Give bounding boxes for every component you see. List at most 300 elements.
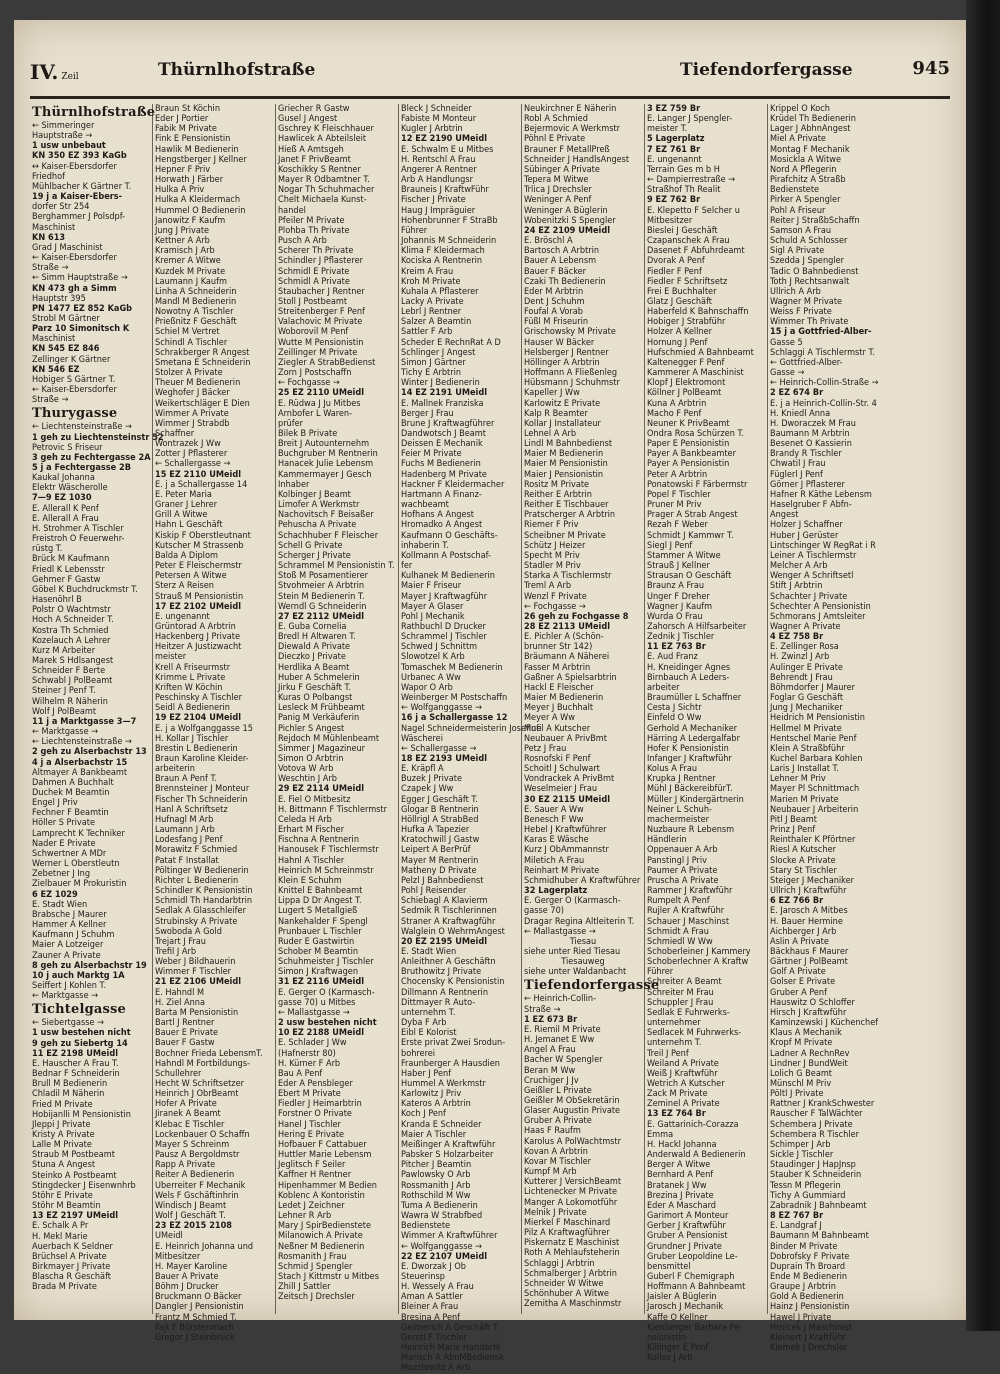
resident-entry: Zebetner J Ing bbox=[32, 869, 91, 880]
house-number-entry: 1 usw unbebaut bbox=[32, 141, 106, 152]
resident-entry: Czapanschek A Frau bbox=[647, 236, 730, 247]
resident-entry: Payer A Bankbeamter bbox=[647, 449, 736, 460]
resident-entry: Pohl A Friseur bbox=[770, 205, 826, 216]
resident-entry: Sübinger A Private bbox=[524, 164, 600, 175]
resident-entry: Sattler F Arb bbox=[401, 327, 453, 338]
resident-entry: Kuhala A Pflasterer bbox=[401, 286, 479, 297]
house-number-entry: 9 EZ 762 Br bbox=[647, 195, 701, 206]
resident-entry: Fechner F Beamtin bbox=[32, 808, 109, 819]
resident-entry: Bredl H Altwaren T. bbox=[278, 632, 356, 643]
house-number-entry: 25 EZ 2110 UMeidl bbox=[278, 388, 365, 399]
resident-entry: Lager J AbhnAngest bbox=[770, 124, 851, 135]
resident-entry: Ullrich J Kraftwführ bbox=[770, 886, 847, 897]
resident-entry: Hauswitz O Schloffer bbox=[770, 997, 855, 1008]
resident-entry: E. Jarosch A Mitbes bbox=[770, 906, 848, 917]
resident-entry: Hobiger J Strabführ bbox=[647, 317, 726, 328]
resident-entry: E. Hauscher A Frau T. bbox=[32, 1058, 119, 1069]
resident-entry: Schwabl J PolBeamt bbox=[32, 676, 113, 687]
resident-entry: Hafner R Käthe Lebensm bbox=[770, 489, 872, 500]
resident-entry: Brull M Bedienerin bbox=[32, 1079, 108, 1090]
resident-entry: Haselgruber F Abfn- bbox=[770, 500, 852, 511]
resident-entry: Tomaschek M Bedienerin bbox=[401, 662, 503, 673]
resident-entry: Hepner F Priv bbox=[155, 164, 211, 175]
resident-entry: ← Kaiser-Ebersdorfer bbox=[32, 253, 117, 264]
resident-entry: Straßhof Th Realit bbox=[647, 185, 721, 196]
resident-entry: Braumüller L Schaffner bbox=[647, 693, 742, 704]
resident-entry: Reinthaler K Pförtner bbox=[770, 835, 856, 846]
resident-entry: Strubinsky A Private bbox=[155, 916, 238, 927]
resident-entry: Braunz A Frau bbox=[647, 581, 705, 592]
resident-entry: Gruber A Private bbox=[524, 1116, 592, 1127]
resident-entry: Kollmann A Postschaf- bbox=[401, 550, 491, 561]
resident-entry: Fasser M Arbtrin bbox=[524, 662, 591, 673]
resident-entry: Terrain Ges m b H bbox=[647, 164, 720, 175]
resident-entry: Limofer A Werkmstr bbox=[278, 500, 360, 511]
resident-entry: Paumer A Private bbox=[647, 865, 718, 876]
resident-entry: H. Kniedl Anna bbox=[770, 408, 831, 419]
resident-entry: Schwed J Schnittm bbox=[401, 642, 478, 653]
house-number-entry: 12 EZ 2190 UMeidl bbox=[401, 134, 488, 145]
resident-entry: Zemitha A Maschinmstr bbox=[524, 1299, 622, 1310]
resident-entry: Böhmdorfer J Maurer bbox=[770, 682, 856, 693]
resident-entry: Ende M Bedienerin bbox=[770, 1271, 848, 1282]
resident-entry: Scherer Th Private bbox=[278, 246, 354, 257]
resident-entry: Wolf J Geschäft T. bbox=[155, 1211, 226, 1222]
resident-entry: Popel F Tischler bbox=[647, 489, 711, 500]
house-number-entry: 3 geh zu Fechtergasse 2A bbox=[32, 452, 151, 463]
resident-entry: Prießnitz F Geschäft bbox=[155, 317, 237, 328]
resident-entry: ↔ Kaiser-Ebersdorfer bbox=[32, 161, 117, 172]
resident-entry: Unger F Dreher bbox=[647, 591, 710, 602]
resident-entry: Wetrich A Kutscher bbox=[647, 1079, 725, 1089]
resident-entry: Mandl M Bedienerin bbox=[155, 296, 237, 307]
resident-entry: Pusch A Arb bbox=[278, 236, 327, 247]
house-number-entry: 10 j auch Marktg 1A bbox=[32, 970, 125, 981]
resident-entry: Schneider J HandlsAngest bbox=[524, 154, 630, 165]
resident-entry: Nankehalder F Spengl bbox=[278, 916, 368, 927]
house-number-entry: 28 EZ 2113 UMeidl bbox=[524, 621, 611, 632]
street-reference: Tiesauweg bbox=[561, 957, 605, 968]
resident-entry: H. Rentschl A Frau bbox=[401, 154, 476, 165]
resident-entry: Prunbauer L Tischler bbox=[278, 926, 362, 937]
resident-entry: Dillmann A Rentnerin bbox=[401, 987, 489, 998]
resident-entry: Zeminel A Private bbox=[647, 1099, 720, 1110]
resident-entry: Stoll J Postbeamt bbox=[278, 296, 348, 307]
resident-entry: Meißinger A Kraftwführ bbox=[401, 1139, 496, 1150]
resident-entry: Kropf M Private bbox=[770, 1038, 833, 1049]
resident-entry: Klemek J Drechsler bbox=[770, 1343, 848, 1354]
resident-entry: Baumann M Arbtrin bbox=[770, 429, 850, 439]
resident-entry: Zhill J Sattler bbox=[278, 1282, 331, 1293]
resident-entry: Bernhard A Penf bbox=[647, 1170, 714, 1181]
resident-entry: Köllner J PolBeamt bbox=[647, 388, 722, 399]
resident-entry: E. Kräpfl A bbox=[401, 764, 444, 775]
resident-entry: H. Kollar J Tischler bbox=[155, 733, 229, 744]
resident-entry: Dieczko J Private bbox=[278, 652, 346, 663]
resident-entry: ← Wolfganggasse → bbox=[401, 1241, 482, 1252]
resident-entry: Lacky A Private bbox=[401, 296, 464, 307]
resident-entry: Slowotzel K Arb bbox=[401, 652, 465, 663]
resident-entry: Bartosch A Arbtrin bbox=[524, 246, 600, 257]
resident-entry: Fiedler F Penf bbox=[647, 266, 702, 277]
resident-entry: Hahnl A Tischler bbox=[278, 855, 345, 866]
resident-entry: Berghammer J Polsdpf- bbox=[32, 212, 126, 223]
resident-entry: E. Heinrich Johanna und bbox=[155, 1241, 254, 1252]
resident-entry: E. Guba Cornelia bbox=[278, 621, 347, 632]
house-number-entry: 7 EZ 761 Br bbox=[647, 144, 701, 155]
resident-entry: gasse 70) u Mitbes bbox=[278, 997, 356, 1008]
resident-entry: Maier A Lotzeiger bbox=[32, 940, 104, 951]
resident-entry: Breit J Autounternehm bbox=[278, 439, 370, 450]
resident-entry: Lugert S Metallgieß bbox=[278, 906, 358, 917]
resident-entry: Neukirchner E Näherin bbox=[524, 104, 617, 114]
resident-entry: Strausan O Geschäft bbox=[647, 571, 732, 582]
resident-entry: Schell G Private bbox=[278, 540, 343, 551]
resident-entry: Hobiger S Gärtner T. bbox=[32, 374, 116, 385]
resident-entry: Zauner A Private bbox=[32, 950, 101, 961]
resident-entry: Czapek J Ww bbox=[401, 784, 454, 795]
resident-entry: Friedl K Lebensstr bbox=[32, 564, 105, 575]
resident-entry: H. Bauer Hermine bbox=[770, 916, 843, 927]
resident-entry: Karlowitz E Private bbox=[524, 398, 601, 409]
resident-entry: Lodesfang J Penf bbox=[155, 835, 223, 846]
resident-entry: Reither E Arbtrin bbox=[524, 489, 592, 500]
resident-entry: Jung J Mechaniker bbox=[770, 703, 843, 714]
resident-entry: E. Gattarinich-Corazza bbox=[647, 1119, 739, 1130]
resident-entry: Angerer A Rentner bbox=[401, 164, 477, 175]
resident-entry: ← Marktgasse → bbox=[32, 991, 99, 1002]
resident-entry: Werndl G Schneiderin bbox=[278, 601, 367, 612]
resident-entry: Chelt Michaela Kunst- bbox=[278, 195, 367, 206]
resident-entry: Rezah F Weber bbox=[647, 520, 708, 531]
resident-entry: Weinberger M Postschaffn bbox=[401, 693, 508, 704]
resident-entry: Robl A Schmied bbox=[524, 114, 588, 125]
house-number-entry: KN 473 gh a Simm bbox=[32, 283, 117, 294]
resident-entry: E. Zellinger Rosa bbox=[770, 642, 839, 653]
resident-entry: ← Marktgasse → bbox=[32, 727, 99, 738]
resident-entry: Stift J Arbtrin bbox=[770, 581, 823, 592]
street-heading: Tiefendorfergasse bbox=[524, 978, 660, 994]
resident-entry: Hahn L Geschäft bbox=[155, 520, 223, 531]
resident-entry: Hainz J Pensionistin bbox=[770, 1302, 850, 1313]
resident-entry: Knittel E Bahnbeamt bbox=[278, 886, 363, 897]
resident-entry: Rossmanith J Arb bbox=[401, 1180, 471, 1191]
resident-entry: Engel J Priv bbox=[32, 798, 78, 809]
resident-entry: Riemer F Priv bbox=[524, 520, 579, 531]
resident-entry: Jiranek A Beamt bbox=[155, 1109, 221, 1120]
resident-entry: Pabsker S Holzarbeiter bbox=[401, 1150, 494, 1161]
house-number-entry: 6 EZ 1029 bbox=[32, 889, 78, 900]
house-number-entry: 20 EZ 2195 UMeidl bbox=[401, 936, 488, 947]
resident-entry: Steinko A Postbeamt bbox=[32, 1170, 117, 1181]
resident-entry: Huber A Schmelerin bbox=[278, 672, 360, 683]
resident-entry: Pitcher J Beamtin bbox=[401, 1160, 472, 1171]
resident-entry: Maier M Pensionistin bbox=[524, 459, 608, 470]
page-header bbox=[30, 54, 950, 84]
resident-entry: Kumpf M Arb bbox=[524, 1167, 577, 1178]
resident-entry: Lolich G Beamt bbox=[770, 1068, 833, 1079]
house-number-entry: 21 EZ 2106 UMeidl bbox=[155, 977, 242, 988]
resident-entry: Steuerinsp bbox=[401, 1271, 445, 1282]
house-number-entry: 11 j a Marktgasse 3—7 bbox=[32, 716, 137, 727]
resident-entry: Eder A Pensbleger bbox=[278, 1079, 353, 1089]
resident-entry: Rathbuchl D Drucker bbox=[401, 621, 486, 632]
resident-entry: Pruscha A Private bbox=[647, 875, 719, 886]
book-spine-shadow bbox=[966, 0, 1000, 1331]
resident-entry: E. Dworzak J Ob bbox=[401, 1261, 467, 1272]
resident-entry: Fajt F Bürstenmach bbox=[155, 1322, 234, 1333]
resident-entry: Weschtin J Arb bbox=[278, 774, 337, 785]
resident-entry: Bruthowitz J Private bbox=[401, 967, 482, 978]
resident-entry: Kramisch J Arb bbox=[155, 246, 215, 257]
resident-entry: ← Heinrich-Collin- bbox=[524, 994, 597, 1005]
resident-entry: Bauer F Bäcker bbox=[524, 266, 587, 277]
resident-entry: arbeiter bbox=[647, 682, 680, 693]
resident-entry: Lippa D Dr Angest T. bbox=[278, 896, 362, 907]
resident-entry: E. Schalk A Pr bbox=[32, 1221, 89, 1232]
resident-entry: Pilz A Kraftwagführer bbox=[524, 1228, 610, 1239]
resident-entry: Nuzbaure R Lebensm bbox=[647, 825, 735, 836]
resident-entry: Wäscherei bbox=[401, 733, 443, 744]
resident-entry: Votova W Arb bbox=[278, 764, 334, 775]
resident-entry: Pehuscha A Private bbox=[278, 520, 357, 531]
resident-entry: Eibl E Kolorist bbox=[401, 1028, 457, 1039]
resident-entry: Härring A Ledergalfabr bbox=[647, 733, 740, 744]
resident-entry: Kugler J Arbtrin bbox=[401, 124, 463, 135]
resident-entry: Karas E Wäsche bbox=[524, 835, 589, 846]
resident-entry: Pruner M Priv bbox=[647, 500, 702, 511]
resident-entry: Forstner O Private bbox=[278, 1109, 352, 1120]
resident-entry: Hromadko A Angest bbox=[401, 520, 483, 531]
resident-entry: Zeillinger M Private bbox=[278, 347, 358, 358]
resident-entry: Ladner A RechnRev bbox=[770, 1048, 850, 1059]
resident-entry: unternehm T. bbox=[647, 1038, 702, 1049]
resident-entry: Heinrich J ObrBeamt bbox=[155, 1089, 239, 1100]
resident-entry: Mayer A Glaser bbox=[401, 601, 464, 612]
resident-entry: Kriften W Köchin bbox=[155, 682, 223, 693]
resident-entry: Kuzdek M Private bbox=[155, 266, 226, 277]
resident-entry: arbeiterin bbox=[155, 764, 195, 775]
resident-entry: E. Allerall A Frau bbox=[32, 513, 99, 524]
resident-entry: H. Kürner F Arb bbox=[278, 1058, 341, 1069]
resident-entry: E. Mallnek Franziska bbox=[401, 398, 484, 409]
resident-entry: Piskernatz E Maschinist bbox=[524, 1238, 620, 1249]
resident-entry: Bruckmann O Bäcker bbox=[155, 1292, 242, 1303]
resident-entry: Hummel A Werkmstr bbox=[401, 1079, 486, 1089]
resident-entry: Bartl J Rentner bbox=[155, 1018, 215, 1029]
resident-entry: Karlowitz J Priv bbox=[401, 1089, 462, 1100]
resident-entry: Brüchsel A Private bbox=[32, 1251, 107, 1262]
resident-entry: Walglein O WehrmAngest bbox=[401, 926, 505, 937]
resident-entry: Melcher A Arb bbox=[770, 561, 828, 572]
resident-entry: Peter E Fleischermstr bbox=[155, 561, 242, 572]
resident-entry: Maschinist bbox=[32, 222, 76, 233]
resident-entry: Hübsmann J Schuhmstr bbox=[524, 378, 620, 389]
resident-entry: Sedlak A Glasschleifer bbox=[155, 906, 246, 917]
resident-entry: Werner L Oberstleutn bbox=[32, 859, 120, 870]
resident-entry: Buzek J Private bbox=[401, 774, 462, 785]
house-number-entry: 18 EZ 2193 UMeidl bbox=[401, 754, 488, 764]
resident-entry: Fischna A Rentnerin bbox=[278, 835, 359, 846]
resident-entry: E. Stadt Wien bbox=[32, 899, 88, 910]
house-number-entry: 26 geh zu Fochgasse 8 bbox=[524, 611, 629, 622]
resident-entry: Urbanec A Ww bbox=[401, 672, 461, 683]
resident-entry: Oppenauer A Arb bbox=[647, 845, 718, 856]
resident-entry: E. Pichler A (Schön- bbox=[524, 632, 604, 643]
resident-entry: Stadler M Priv bbox=[524, 561, 581, 572]
resident-entry: Polstr O Wachtmstr bbox=[32, 605, 111, 616]
resident-entry: Neubauer A PrivBmt bbox=[524, 733, 607, 744]
resident-entry: ← Liechtensteinstraße → bbox=[32, 737, 132, 748]
resident-entry: Theuer M Bedienerin bbox=[155, 378, 241, 389]
resident-entry: Bleiner A Frau bbox=[401, 1302, 459, 1313]
resident-entry: H. Kneidinger Agnes bbox=[647, 662, 731, 673]
resident-entry: Wimmer F Tischler bbox=[155, 967, 232, 978]
resident-entry: Rammer J Kraftwführ bbox=[647, 886, 733, 897]
resident-entry: Koschikky S Rentner bbox=[278, 164, 361, 175]
resident-entry: Gärtner J PolBeamt bbox=[770, 957, 848, 968]
resident-entry: Weiß J Kraftwführ bbox=[647, 1068, 718, 1079]
resident-entry: Hobijanlli M Pensionistin bbox=[32, 1109, 131, 1120]
resident-entry: Heinrich M Schreinmstr bbox=[278, 865, 374, 876]
resident-entry: Trlica J Drechsler bbox=[524, 185, 592, 196]
resident-entry: Lebrl J Rentner bbox=[401, 307, 462, 318]
resident-entry: E. Langer J Spengler- bbox=[647, 114, 733, 125]
resident-entry: Kaukal Johanna bbox=[32, 473, 95, 484]
header-rule bbox=[30, 96, 950, 99]
resident-entry: Benesch F Ww bbox=[524, 814, 584, 825]
resident-entry: Einfeld O Ww bbox=[647, 713, 702, 724]
resident-entry: Kleinert J Kraftführ bbox=[770, 1332, 846, 1343]
resident-entry: Sterz A Reisen bbox=[155, 581, 214, 592]
resident-entry: Wagner A Private bbox=[770, 621, 841, 632]
resident-entry: Aman A Sattler bbox=[401, 1292, 463, 1303]
resident-entry: Graupe J Arbtrin bbox=[770, 1282, 836, 1293]
resident-entry: Schrammel M Pensionistin T. bbox=[278, 561, 395, 572]
resident-entry: Janowitz F Kaufm bbox=[155, 215, 226, 226]
resident-entry: Laumann J Kaufm bbox=[155, 276, 227, 287]
resident-entry: Straub M Postbeamt bbox=[32, 1150, 115, 1161]
resident-entry: Schmidl A Private bbox=[278, 276, 350, 287]
resident-entry: Bejermovic A Werkmstr bbox=[524, 124, 621, 135]
resident-entry: Rattner J KrankSchwester bbox=[770, 1099, 875, 1110]
resident-entry: Tepera M Witwe bbox=[524, 175, 589, 186]
house-number-entry: 8 geh zu Alserbachstr 19 bbox=[32, 960, 147, 971]
resident-entry: H. Mayer Karoline bbox=[155, 1261, 228, 1272]
resident-entry: bohrerei bbox=[401, 1048, 436, 1059]
resident-entry: Höllinger A Arbtrin bbox=[524, 357, 600, 368]
resident-entry: Stvohmeier A Arbtrin bbox=[278, 581, 365, 592]
column-1 bbox=[30, 104, 164, 1314]
resident-entry: Neiner L Schuh- bbox=[647, 804, 712, 815]
resident-entry: Linha A Schneiderin bbox=[155, 286, 237, 297]
column-5 bbox=[522, 104, 660, 1314]
zeit-label: Zeil bbox=[61, 72, 79, 82]
house-number-entry: 22 EZ 2107 UMeidl bbox=[401, 1251, 488, 1262]
resident-entry: Fiedler J Heimarbtrin bbox=[278, 1099, 362, 1110]
resident-entry: Kaminzewski J Küchenchef bbox=[770, 1018, 879, 1029]
resident-entry: Janet F PrivBeamt bbox=[278, 154, 351, 165]
resident-entry: Straner A Kraftwagführ bbox=[401, 916, 496, 927]
resident-entry: E. Rüdwa J Ju Mitbes bbox=[278, 398, 361, 409]
resident-entry: Haug J Impräguier bbox=[401, 205, 476, 216]
resident-entry: ← Schallergasse → bbox=[155, 459, 231, 470]
resident-entry: Nowotny A Tischler bbox=[155, 307, 234, 318]
resident-entry: Brauneis J KraftwFühr bbox=[401, 185, 489, 196]
resident-entry: Jarosch J Mechanik bbox=[647, 1302, 724, 1313]
house-number-entry: 32 Lagerplatz bbox=[524, 886, 588, 897]
resident-entry: Wagner J Kaufm bbox=[647, 601, 713, 612]
resident-entry: Klima F Kleidermach bbox=[401, 246, 485, 257]
house-number-entry: 1 EZ 673 Br bbox=[524, 1014, 578, 1025]
resident-entry: Dangler J Pensionistin bbox=[155, 1302, 244, 1313]
resident-entry: Kutscher M Strassenb bbox=[155, 540, 244, 551]
resident-entry: Kalp R Beamter bbox=[524, 408, 588, 419]
resident-entry: Strauß M Pensionistin bbox=[155, 591, 244, 602]
house-number-entry: KN 545 EZ 846 bbox=[32, 344, 100, 355]
house-number-entry: 2 EZ 674 Br bbox=[770, 388, 824, 399]
resident-entry: Brune J Kraftwagführer bbox=[401, 418, 495, 429]
resident-entry: ← Mallastgasse → bbox=[524, 926, 596, 937]
resident-entry: Toth J Rechtsanwalt bbox=[770, 276, 850, 287]
resident-entry: Frantz M Schmied T. bbox=[155, 1312, 237, 1323]
resident-entry: Schönhuber A Witwe bbox=[524, 1288, 609, 1299]
resident-entry: E. Sauer A Ww bbox=[524, 804, 584, 815]
resident-entry: Kollos J Arb bbox=[647, 1353, 693, 1364]
resident-entry: Zednik J Tischler bbox=[647, 632, 715, 643]
resident-entry: Zellinger K Gärtner bbox=[32, 354, 111, 365]
resident-entry: Gruber A Penf bbox=[770, 987, 827, 998]
resident-entry: Pichler S Angest bbox=[278, 723, 345, 734]
resident-entry: Schimper J Arb bbox=[770, 1139, 831, 1150]
resident-entry: Mary J SpirBedienstete bbox=[278, 1221, 371, 1232]
resident-entry: E. Aud Franz bbox=[647, 652, 698, 663]
resident-entry: Hackl E Fleischer bbox=[524, 682, 594, 693]
resident-entry: Seiffert J Kohlen T. bbox=[32, 980, 107, 991]
resident-entry: Bauer F Gastw bbox=[155, 1038, 215, 1049]
resident-entry: Schlaggi J Arbtrin bbox=[524, 1258, 595, 1269]
resident-entry: Besenet O Kassierin bbox=[770, 439, 852, 450]
resident-entry: Petersen A Witwe bbox=[155, 571, 227, 582]
resident-entry: Brauner F MetallPreß bbox=[524, 144, 610, 155]
resident-entry: Wenzl F Private bbox=[524, 591, 587, 602]
resident-entry: Marisch A AbnMBediensk bbox=[401, 1353, 504, 1364]
resident-entry: Mufil A Kutscher bbox=[524, 723, 591, 734]
resident-entry: Dasenet F Abfuhrdeamt bbox=[647, 246, 745, 257]
resident-entry: Schauer J Maschinst bbox=[647, 916, 730, 927]
resident-entry: Fried M Private bbox=[32, 1099, 93, 1110]
resident-entry: Bochner Frieda LebensmT. bbox=[155, 1048, 263, 1059]
resident-entry: Diewald A Private bbox=[278, 642, 351, 653]
resident-entry: E. Peter Maria bbox=[155, 489, 212, 500]
resident-entry: Krippel O Koch bbox=[770, 104, 830, 114]
resident-entry: Kurz M Arbeiter bbox=[32, 645, 96, 656]
resident-entry: Panstingl J Priv bbox=[647, 855, 707, 866]
resident-entry: Schembera J Private bbox=[770, 1119, 853, 1130]
resident-entry: Foufal A Vorab bbox=[524, 307, 583, 318]
resident-entry: Rothschild M Ww bbox=[401, 1190, 471, 1201]
resident-entry: Melnik J Private bbox=[524, 1207, 587, 1218]
resident-entry: Sigl A Private bbox=[770, 246, 825, 257]
resident-entry: Müller J Kindergärtnerin bbox=[647, 794, 744, 805]
resident-entry: Prinz J Penf bbox=[770, 825, 816, 836]
resident-entry: Barta M Pensionistin bbox=[155, 1007, 239, 1018]
resident-entry: Miel A Private bbox=[770, 134, 826, 145]
resident-entry: Schneider F Berte bbox=[32, 666, 106, 677]
resident-entry: Tadic O Bahnbedienst bbox=[770, 266, 859, 277]
house-number-entry: 1 geh zu Liechtensteinstr 52 bbox=[32, 432, 164, 443]
resident-entry: Schmidt J Kammwr T. bbox=[647, 530, 734, 541]
